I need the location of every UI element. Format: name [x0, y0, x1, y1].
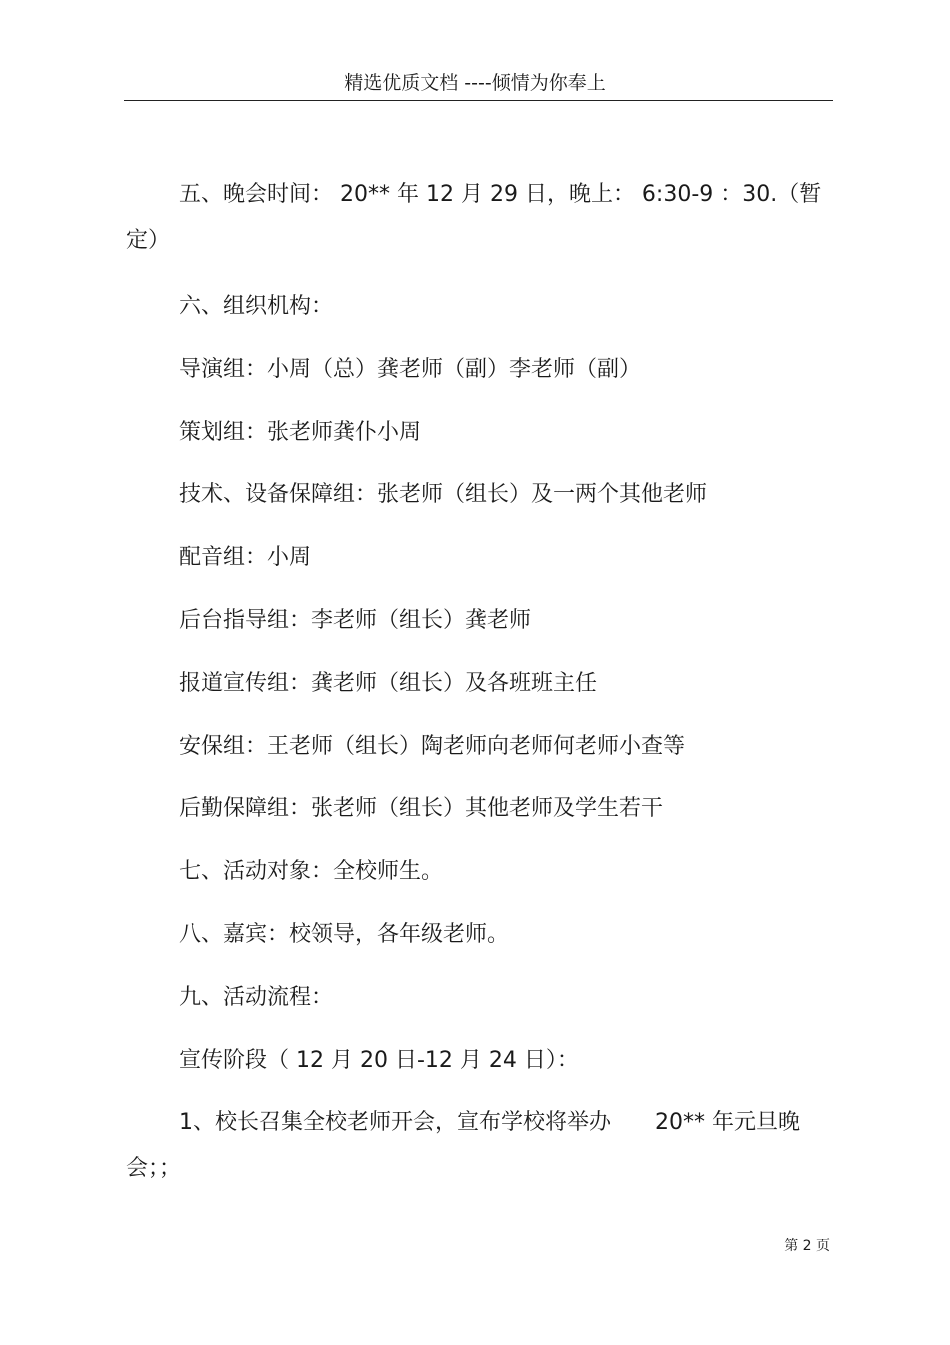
paragraph-planning-group: 策划组：张老师龚仆小周	[179, 420, 422, 445]
paragraph-tech-group: 技术、设备保障组：张老师（组长）及一两个其他老师	[179, 482, 708, 507]
paragraph-director-group: 导演组：小周（总）龚老师（副）李老师（副）	[179, 357, 642, 382]
paragraph-logistics-group: 后勤保障组：张老师（组长）其他老师及学生若干	[179, 796, 664, 821]
paragraph-backstage-group: 后台指导组：李老师（组长）龚老师	[179, 608, 532, 633]
page-number: 第 2 页	[784, 1238, 830, 1254]
paragraph-security-group: 安保组：王老师（组长）陶老师向老师何老师小查等	[179, 734, 686, 759]
paragraph-guests: 八、嘉宾：校领导，各年级老师。	[179, 922, 510, 947]
paragraph-step-1: 1、校长召集全校老师开会，宣布学校将举办 20** 年元旦晚会；；	[126, 1110, 800, 1181]
paragraph-publicity-stage: 宣传阶段（ 12 月 20 日-12 月 24 日）：	[179, 1048, 579, 1073]
paragraph-audience: 七、活动对象：全校师生。	[179, 859, 444, 884]
paragraph-publicity-group: 报道宣传组：龚老师（组长）及各班班主任	[179, 671, 598, 696]
paragraph-organization-heading: 六、组织机构：	[179, 294, 334, 319]
paragraph-event-time: 五、晚会时间： 20** 年 12 月 29 日，晚上： 6:30-9 ：30.（暂定）	[126, 182, 822, 253]
paragraph-dubbing-group: 配音组：小周	[179, 545, 312, 570]
paragraph-process-heading: 九、活动流程：	[179, 985, 334, 1010]
page-header: 精选优质文档 ----倾情为你奉上	[344, 72, 606, 94]
header-divider	[124, 100, 833, 101]
